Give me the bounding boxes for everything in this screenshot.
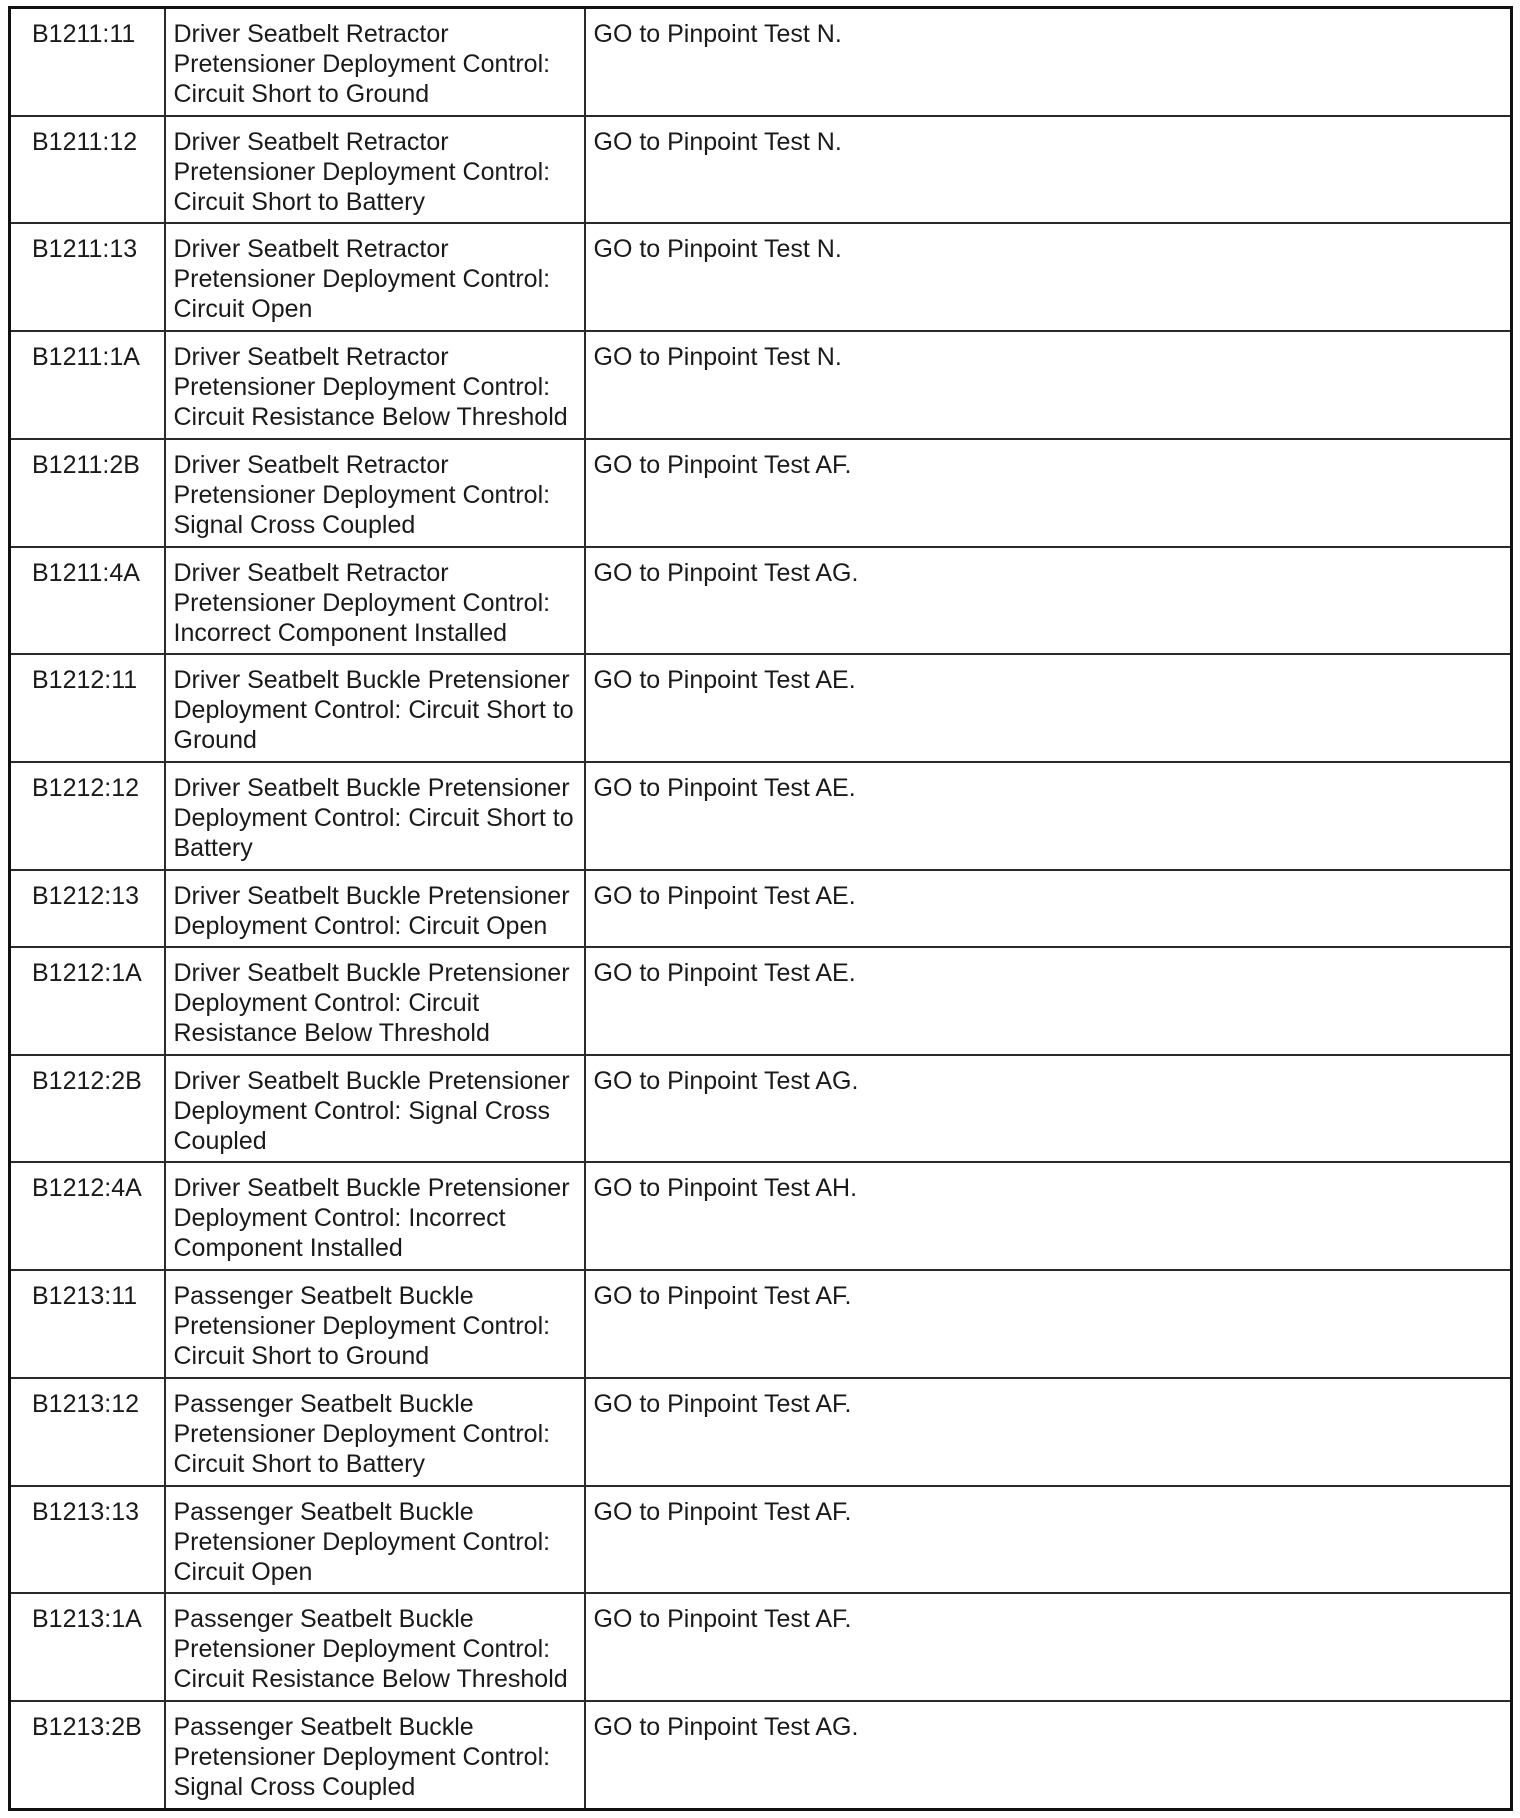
- dtc-action-cell: GO to Pinpoint Test AF.: [585, 439, 1512, 547]
- dtc-code-cell: B1212:1A: [10, 947, 165, 1055]
- dtc-code-cell: B1213:2B: [10, 1701, 165, 1809]
- dtc-description-cell: Driver Seatbelt Buckle Pretensioner Deployment Control: Circuit Open: [165, 870, 585, 947]
- dtc-description-cell: Passenger Seatbelt Buckle Pretensioner Deployment Control: Circuit Resistance Below Threshold: [165, 1593, 585, 1701]
- dtc-code-cell: B1212:2B: [10, 1055, 165, 1163]
- dtc-description-cell: Passenger Seatbelt Buckle Pretensioner Deployment Control: Circuit Open: [165, 1486, 585, 1594]
- dtc-description-cell: Driver Seatbelt Buckle Pretensioner Deployment Control: Incorrect Component Installed: [165, 1162, 585, 1270]
- dtc-code-cell: B1213:1A: [10, 1593, 165, 1701]
- dtc-code-cell: B1213:12: [10, 1378, 165, 1486]
- dtc-description-cell: Driver Seatbelt Retractor Pretensioner Deployment Control: Incorrect Component Installed: [165, 547, 585, 655]
- table-row: [10, 1378, 1512, 1486]
- dtc-description-cell: Passenger Seatbelt Buckle Pretensioner Deployment Control: Circuit Short to Ground: [165, 1270, 585, 1378]
- dtc-action-cell: GO to Pinpoint Test N.: [585, 116, 1512, 224]
- table-row: [10, 547, 1512, 655]
- dtc-description-cell: Driver Seatbelt Buckle Pretensioner Deployment Control: Signal Cross Coupled: [165, 1055, 585, 1163]
- table-row: [10, 439, 1512, 547]
- dtc-code-cell: B1211:2B: [10, 439, 165, 547]
- dtc-action-cell: GO to Pinpoint Test AF.: [585, 1593, 1512, 1701]
- dtc-code-cell: B1212:11: [10, 654, 165, 762]
- dtc-description-cell: Driver Seatbelt Buckle Pretensioner Deployment Control: Circuit Short to Battery: [165, 762, 585, 870]
- dtc-code-cell: B1213:13: [10, 1486, 165, 1594]
- dtc-description-cell: Passenger Seatbelt Buckle Pretensioner Deployment Control: Circuit Short to Battery: [165, 1378, 585, 1486]
- dtc-code-cell: B1211:1A: [10, 331, 165, 439]
- dtc-code-cell: B1212:13: [10, 870, 165, 947]
- dtc-table-body: [10, 8, 1512, 1810]
- dtc-action-cell: GO to Pinpoint Test AH.: [585, 1162, 1512, 1270]
- table-row: [10, 1055, 1512, 1163]
- table-row: [10, 947, 1512, 1055]
- dtc-code-cell: B1211:13: [10, 223, 165, 331]
- dtc-description-cell: Driver Seatbelt Buckle Pretensioner Deployment Control: Circuit Resistance Below Threshold: [165, 947, 585, 1055]
- dtc-code-cell: B1212:4A: [10, 1162, 165, 1270]
- table-row: [10, 116, 1512, 224]
- dtc-code-cell: B1211:11: [10, 8, 165, 116]
- dtc-action-cell: GO to Pinpoint Test AE.: [585, 654, 1512, 762]
- dtc-action-cell: GO to Pinpoint Test AE.: [585, 870, 1512, 947]
- table-row: [10, 1593, 1512, 1701]
- dtc-action-cell: GO to Pinpoint Test AG.: [585, 1055, 1512, 1163]
- dtc-action-cell: GO to Pinpoint Test AE.: [585, 947, 1512, 1055]
- table-row: [10, 654, 1512, 762]
- dtc-description-cell: Driver Seatbelt Buckle Pretensioner Deployment Control: Circuit Short to Ground: [165, 654, 585, 762]
- table-row: [10, 870, 1512, 947]
- dtc-code-cell: B1212:12: [10, 762, 165, 870]
- dtc-action-cell: GO to Pinpoint Test AF.: [585, 1270, 1512, 1378]
- table-row: [10, 1486, 1512, 1594]
- dtc-action-cell: GO to Pinpoint Test AG.: [585, 547, 1512, 655]
- table-row: [10, 762, 1512, 870]
- table-row: [10, 223, 1512, 331]
- dtc-code-cell: B1211:4A: [10, 547, 165, 655]
- dtc-action-cell: GO to Pinpoint Test AF.: [585, 1486, 1512, 1594]
- table-row: [10, 1162, 1512, 1270]
- dtc-description-cell: Driver Seatbelt Retractor Pretensioner Deployment Control: Signal Cross Coupled: [165, 439, 585, 547]
- dtc-description-cell: Passenger Seatbelt Buckle Pretensioner Deployment Control: Signal Cross Coupled: [165, 1701, 585, 1809]
- dtc-action-cell: GO to Pinpoint Test AF.: [585, 1378, 1512, 1486]
- dtc-description-cell: Driver Seatbelt Retractor Pretensioner Deployment Control: Circuit Resistance Below Threshold: [165, 331, 585, 439]
- dtc-code-cell: B1213:11: [10, 1270, 165, 1378]
- dtc-action-cell: GO to Pinpoint Test AE.: [585, 762, 1512, 870]
- table-row: [10, 1270, 1512, 1378]
- dtc-action-cell: GO to Pinpoint Test AG.: [585, 1701, 1512, 1809]
- dtc-action-cell: GO to Pinpoint Test N.: [585, 223, 1512, 331]
- dtc-description-cell: Driver Seatbelt Retractor Pretensioner Deployment Control: Circuit Short to Ground: [165, 8, 585, 116]
- dtc-code-cell: B1211:12: [10, 116, 165, 224]
- dtc-action-cell: GO to Pinpoint Test N.: [585, 331, 1512, 439]
- table-row: [10, 8, 1512, 116]
- dtc-action-cell: GO to Pinpoint Test N.: [585, 8, 1512, 116]
- table-row: [10, 1701, 1512, 1809]
- dtc-description-cell: Driver Seatbelt Retractor Pretensioner Deployment Control: Circuit Short to Battery: [165, 116, 585, 224]
- dtc-description-cell: Driver Seatbelt Retractor Pretensioner Deployment Control: Circuit Open: [165, 223, 585, 331]
- dtc-table: [8, 6, 1513, 1811]
- table-row: [10, 331, 1512, 439]
